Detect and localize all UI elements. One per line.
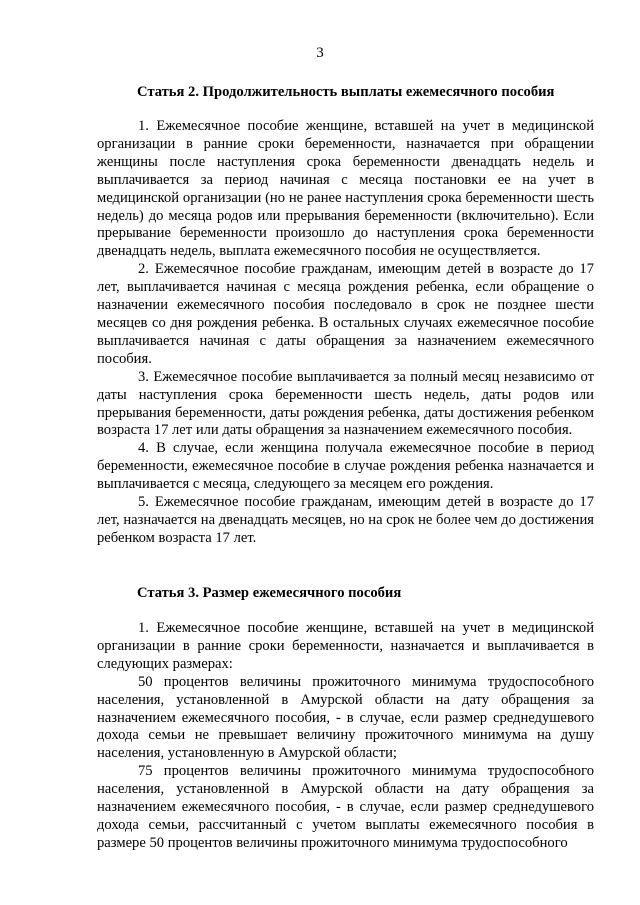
article-2-body [97, 118, 594, 548]
article-3-body [97, 620, 594, 853]
article-2-paragraph-5: 5. Ежемесячное пособие гражданам, имеющим детей в возрасте до 17 лет, назначается на двенадцать месяцев, но на срок не более чем до достижения ребенком возраста 17 лет. [97, 494, 594, 546]
article-2-paragraph-1: 1. Ежемесячное пособие женщине, вставшей на учет в медицинской организации в ранние сроки беременности, назначается при обращении женщины после наступления срока беременности двенадцать недель и выплачивается за период начиная с месяца постановки ее на учет в медицинской организации (но не ранее наступления срока беременности шесть недель) до месяца родов или прерывания беременности (включительно). Если прерывание беременности произошло до наступления срока беременности двенадцать недель, выплата ежемесячного пособия не осуществляется. [97, 118, 594, 260]
page-number: 3 [316, 45, 324, 61]
article-3-paragraph-2: 50 процентов величины прожиточного минимума трудоспособного населения, установленной в Амурской области на дату обращения за назначением ежемесячного пособия, - в случае, если размер среднедушевого дохода семьи не превышает величину прожиточного минимума на душу населения, установленную в Амурской области; [97, 673, 594, 762]
article-3-paragraph-1: 1. Ежемесячное пособие женщине, вставшей на учет в медицинской организации в ранние сроки беременности, назначается и выплачивается в следующих размерах: [97, 620, 594, 672]
article-2-paragraph-2: 2. Ежемесячное пособие гражданам, имеющим детей в возрасте до 17 лет, выплачивается начиная с месяца рождения ребенка, если обращение о назначении ежемесячного пособия последовало в срок не позднее шести месяцев со дня рождения ребенка. В остальных случаях ежемесячное пособие выплачивается начиная с даты обращения за назначением ежемесячного пособия. [97, 261, 594, 367]
article-3-paragraph-3: 75 процентов величины прожиточного минимума трудоспособного населения, установленной в Амурской области на дату обращения за назначением ежемесячного пособия, - в случае, если размер среднедушевого дохода семьи, рассчитанный с учетом выплаты ежемесячного пособия в размере 50 процентов величины прожиточного минимума трудоспособного [97, 763, 594, 851]
article-2-title: Статья 2. Продолжительность выплаты ежемесячного пособия [137, 84, 555, 100]
article-2-paragraph-4: 4. В случае, если женщина получала ежемесячное пособие в период беременности, ежемесячное пособие в случае рождения ребенка назначается и выплачивается с месяца, следующего за месяцем его рождения. [97, 440, 594, 493]
article-3-title: Статья 3. Размер ежемесячного пособия [137, 585, 402, 601]
article-2-paragraph-3: 3. Ежемесячное пособие выплачивается за полный месяц независимо от даты наступления срока беременности шесть недель, даты родов или прерывания беременности, даты рождения ребенка, даты достижения ребенком возраста 17 лет или даты обращения за назначением ежемесячного пособия. [97, 368, 594, 439]
